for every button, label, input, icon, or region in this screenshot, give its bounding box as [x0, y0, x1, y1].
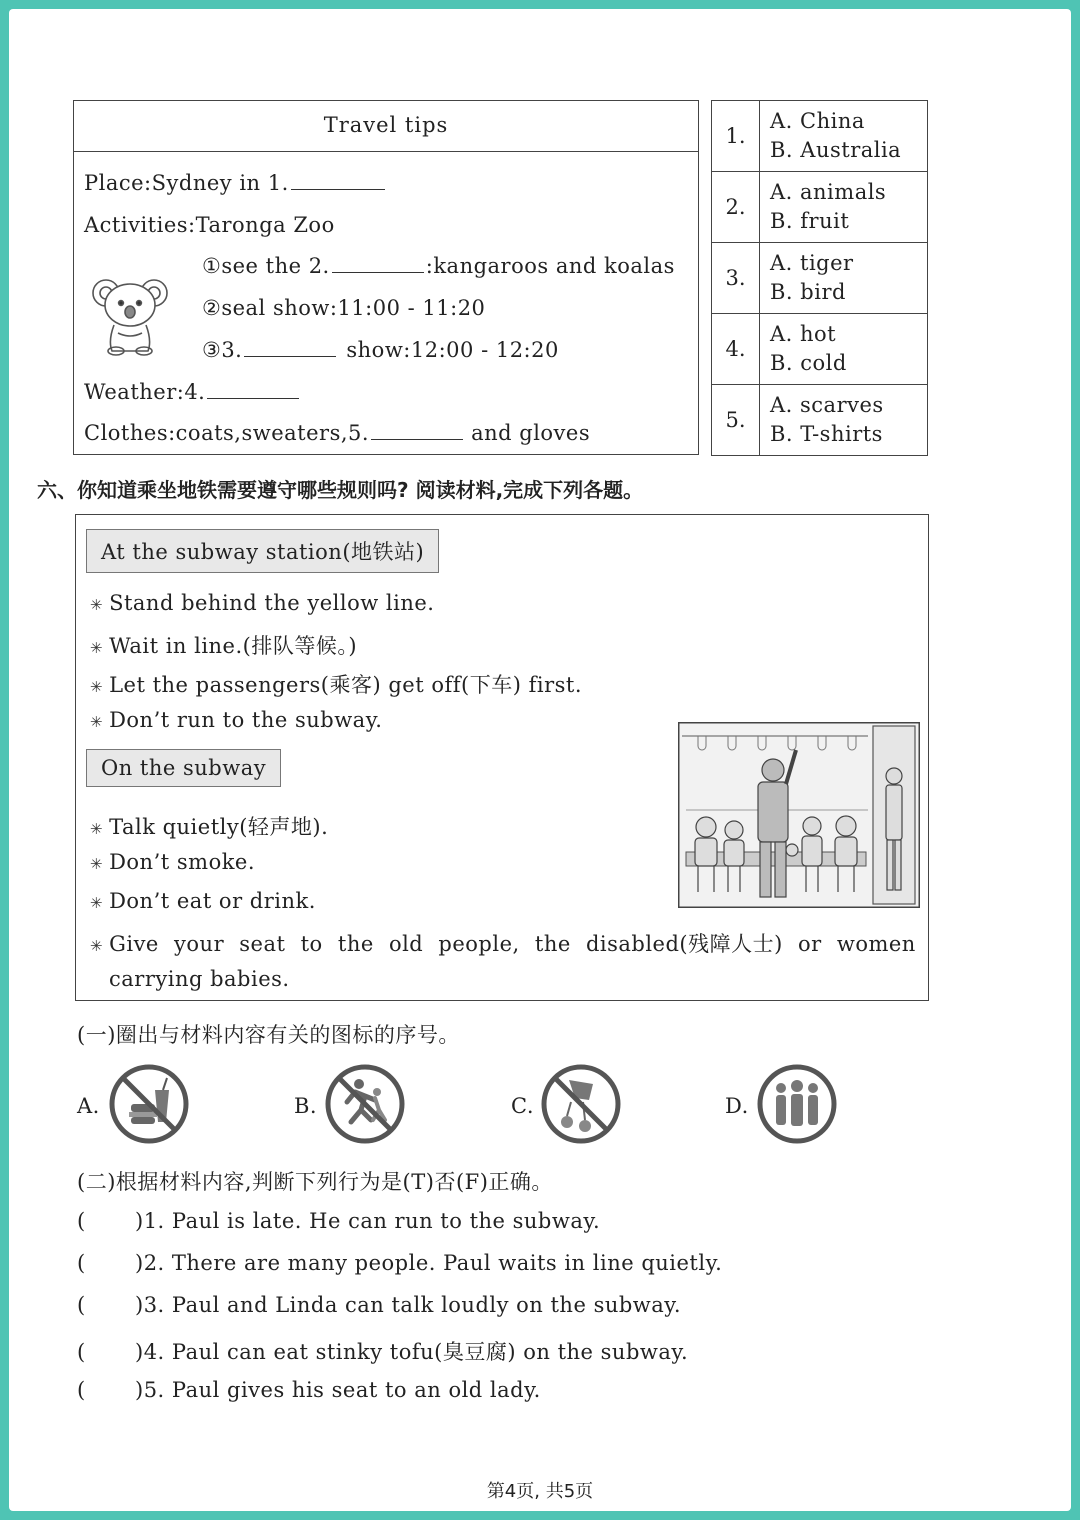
subway-illustration — [678, 722, 920, 908]
option-a: A. animals — [770, 180, 887, 204]
answer-bracket[interactable]: ( — [77, 1340, 86, 1364]
divider — [74, 151, 698, 152]
tf-question-3: ( )3. Paul and Linda can talk loudly on the subway. — [77, 1293, 682, 1317]
option-a: A. China — [770, 109, 865, 133]
no-running-icon[interactable] — [325, 1064, 405, 1144]
option-number: 4. — [712, 314, 760, 384]
part-2-title: (二)根据材料内容,判断下列行为是(T)否(F)正确。 — [77, 1170, 553, 1194]
option-row — [712, 101, 927, 172]
option-row — [712, 243, 927, 314]
page-footer: 第4页, 共5页 — [486, 1481, 594, 1502]
tf-question-1: ( )1. Paul is late. He can run to the subway. — [77, 1209, 601, 1233]
icon-label-c: C. — [511, 1094, 534, 1118]
place-label: Place:Sydney in 1. — [84, 171, 289, 195]
icon-label-d: D. — [725, 1094, 749, 1118]
option-number: 3. — [712, 243, 760, 313]
worksheet-page — [9, 9, 1071, 1511]
option-b: B. fruit — [770, 209, 850, 233]
part-1-title: (一)圈出与材料内容有关的图标的序号。 — [77, 1023, 460, 1047]
answer-bracket[interactable]: ( — [77, 1378, 86, 1402]
queue-in-line-icon[interactable] — [757, 1064, 837, 1144]
place-line — [84, 171, 387, 195]
option-b: B. cold — [770, 351, 847, 375]
station-tag: At the subway station(地铁站) — [86, 529, 439, 573]
subway-rule: ✳ Talk quietly(轻声地). — [90, 815, 329, 839]
option-b: B. bird — [770, 280, 846, 304]
tf-question-2: ( )2. There are many people. Paul waits in line quietly. — [77, 1251, 723, 1275]
answer-bracket[interactable]: ( — [77, 1293, 86, 1317]
station-rule: ✳ Let the passengers(乘客) get off(下车) first. — [90, 673, 583, 697]
option-row — [712, 314, 927, 385]
option-b: B. Australia — [770, 138, 902, 162]
blank-1 — [291, 188, 385, 190]
travel-tips-title: Travel tips — [323, 113, 449, 137]
option-a: A. scarves — [770, 393, 884, 417]
subway-rule: ✳ Don’t eat or drink. — [90, 889, 316, 913]
reading-material-box — [75, 514, 929, 1001]
answer-bracket[interactable]: ( — [77, 1209, 86, 1233]
no-picking-flowers-icon[interactable] — [541, 1064, 621, 1144]
station-rule: ✳ Stand behind the yellow line. — [90, 591, 435, 615]
weather-line: Weather:4. — [84, 380, 301, 404]
clothes-line: Clothes:coats,sweaters,5. and gloves — [84, 421, 591, 445]
option-a: A. tiger — [770, 251, 854, 275]
option-b: B. T-shirts — [770, 422, 883, 446]
subway-tag: On the subway — [86, 749, 281, 787]
icon-label-a: A. — [77, 1094, 100, 1118]
subway-rule: ✳ Don’t smoke. — [90, 850, 256, 874]
subway-rule: ✳ Give your seat to the old people, the disabled(残障人士) or women — [90, 932, 916, 956]
blank-5 — [371, 438, 463, 440]
station-rule: ✳ Don’t run to the subway. — [90, 708, 383, 732]
option-number: 1. — [712, 101, 760, 171]
station-rule: ✳ Wait in line.(排队等候。) — [90, 634, 358, 658]
blank-2 — [332, 271, 424, 273]
activity-3: ③3. show:12:00 - 12:20 — [202, 338, 559, 362]
answer-bracket[interactable]: ( — [77, 1251, 86, 1275]
tf-question-5: ( )5. Paul gives his seat to an old lady. — [77, 1378, 541, 1402]
activity-2: ②seal show:11:00 - 11:20 — [202, 296, 486, 320]
options-table — [711, 100, 928, 456]
tf-question-4: ( )4. Paul can eat stinky tofu(臭豆腐) on the subway. — [77, 1340, 689, 1364]
travel-tips-box — [73, 100, 699, 455]
activities-line: Activities:Taronga Zoo — [84, 213, 335, 237]
subway-rule-cont: carrying babies. — [109, 967, 290, 991]
option-row — [712, 385, 927, 455]
blank-4 — [207, 397, 299, 399]
blank-3 — [244, 355, 336, 357]
section-6-title: 六、你知道乘坐地铁需要遵守哪些规则吗? 阅读材料,完成下列各题。 — [37, 478, 644, 502]
activity-1: ①see the 2. :kangaroos and koalas — [202, 254, 675, 278]
option-number: 2. — [712, 172, 760, 242]
option-a: A. hot — [770, 322, 837, 346]
icon-label-b: B. — [294, 1094, 318, 1118]
koala-icon — [88, 271, 174, 357]
option-row — [712, 172, 927, 243]
no-eating-icon[interactable] — [109, 1064, 189, 1144]
option-number: 5. — [712, 385, 760, 455]
